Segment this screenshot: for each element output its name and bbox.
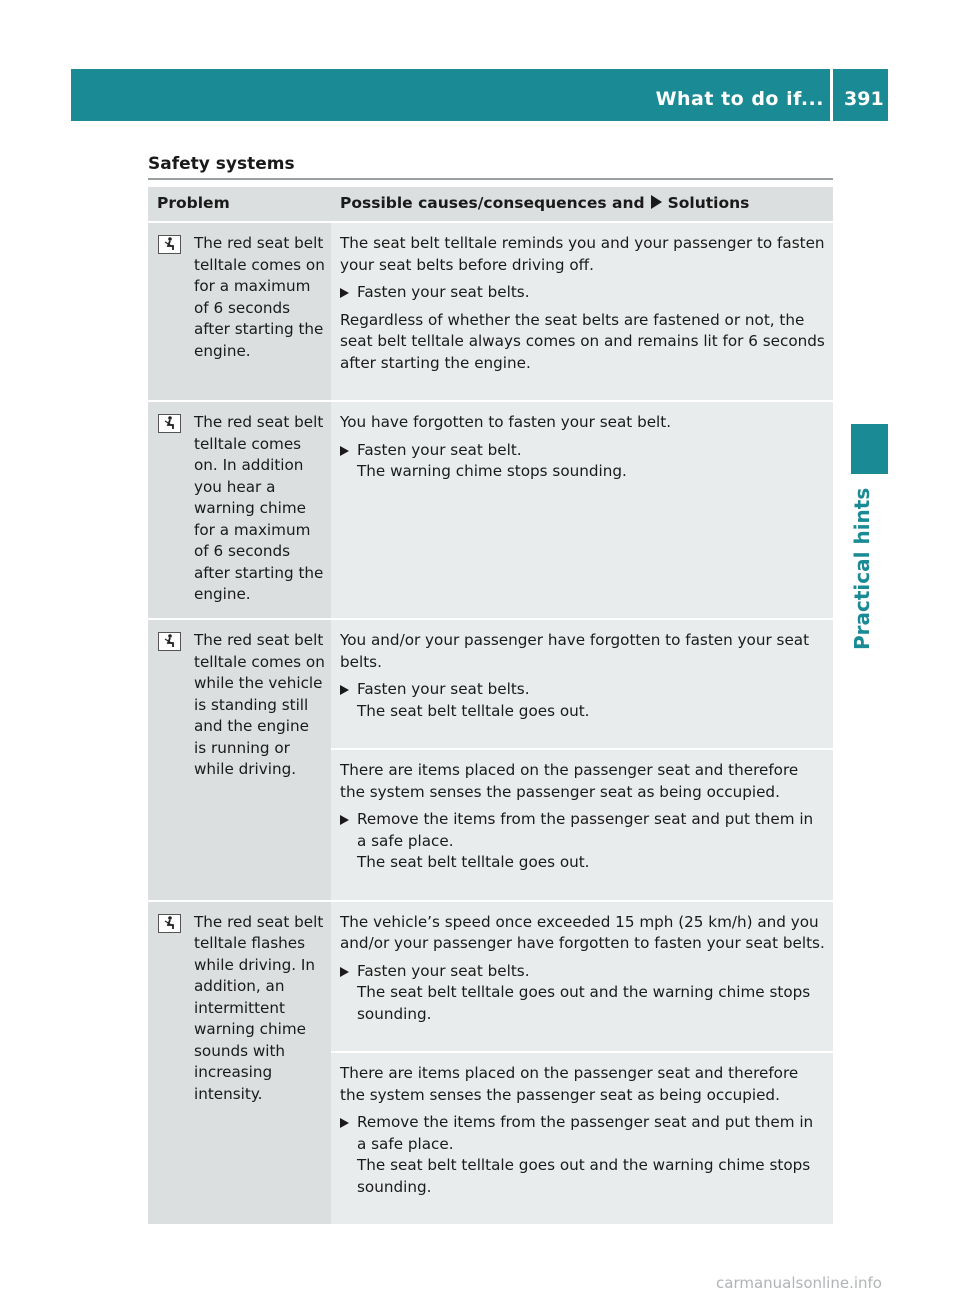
section-divider xyxy=(148,178,833,180)
problem-text: The red seat belt telltale comes on for a maximum of 6 seconds after starting the engine. xyxy=(194,222,331,401)
page-number: 391 xyxy=(844,88,884,110)
solution-step: Fasten your seat belts. The seat belt telltale goes out. xyxy=(340,679,825,722)
seat-belt-icon xyxy=(158,414,181,433)
solution-step: Remove the items from the passenger seat and put them in a safe place. The seat belt telltale goes out and the warning chime stops sounding. xyxy=(340,1112,825,1198)
problem-text: The red seat belt telltale comes on. In addition you hear a warning chime for a maximum of 6 seconds after starting the engine. xyxy=(194,401,331,619)
problem-icon-cell xyxy=(148,901,194,1226)
cause-text: The vehicle’s speed once exceeded 15 mph (25 km/h) and you and/or your passenger have forgotten to fasten your seat belts. xyxy=(340,912,825,952)
solution-cell xyxy=(331,749,833,901)
solution-step: Fasten your seat belts. xyxy=(340,282,825,304)
table-row xyxy=(148,222,833,401)
step-arrow-icon xyxy=(340,446,349,456)
step-arrow-icon xyxy=(340,685,349,695)
result-text: The seat belt telltale goes out. xyxy=(357,853,590,871)
solution-cell xyxy=(331,401,833,619)
cause-text: There are items placed on the passenger seat and therefore the system senses the passenger seat as being occupied. xyxy=(340,1064,799,1104)
side-tab-label: Practical hints xyxy=(850,487,874,650)
side-tab xyxy=(851,424,888,474)
cause-text: There are items placed on the passenger seat and therefore the system senses the passenger seat as being occupied. xyxy=(340,761,799,801)
section-title: Safety systems xyxy=(148,154,295,174)
solution-cell xyxy=(331,1052,833,1225)
result-text: The seat belt telltale goes out and the warning chime stops sounding. xyxy=(357,1156,811,1196)
result-text: The warning chime stops sounding. xyxy=(357,462,627,480)
solution-step: Remove the items from the passenger seat and put them in a safe place. The seat belt telltale goes out. xyxy=(340,809,825,874)
table-row xyxy=(148,401,833,619)
cause-text: You and/or your passenger have forgotten to fasten your seat belts. xyxy=(340,631,810,671)
table-row xyxy=(148,619,833,749)
column-header-problem: Problem xyxy=(148,187,331,222)
cause-text: The seat belt telltale reminds you and your passenger to fasten your seat belts before driving off. xyxy=(340,234,825,274)
seat-belt-icon xyxy=(158,235,181,254)
solution-cell xyxy=(331,222,833,401)
problem-icon-cell xyxy=(148,619,194,901)
seat-belt-icon xyxy=(158,914,181,933)
table-row xyxy=(148,901,833,1053)
watermark: carmanualsonline.info xyxy=(716,1274,882,1292)
problem-icon-cell xyxy=(148,401,194,619)
solution-step: Fasten your seat belt. The warning chime stops sounding. xyxy=(340,440,825,483)
problem-text: The red seat belt telltale flashes while driving. In addition, an intermittent warning chime sounds with increasing intensity. xyxy=(194,901,331,1226)
table-header-row xyxy=(148,187,833,222)
cause-text: You have forgotten to fasten your seat belt. xyxy=(340,413,672,431)
step-arrow-icon xyxy=(340,815,349,825)
problem-text: The red seat belt telltale comes on while the vehicle is standing still and the engine is running or while driving. xyxy=(194,619,331,901)
header-title: What to do if... xyxy=(655,88,824,110)
result-text: The seat belt telltale goes out and the warning chime stops sounding. xyxy=(357,983,811,1023)
result-text: The seat belt telltale goes out. xyxy=(357,701,590,720)
step-arrow-icon xyxy=(340,288,349,298)
header-divider xyxy=(830,69,833,121)
seat-belt-icon xyxy=(158,632,181,651)
column-header-solutions: Possible causes/consequences and Solutions xyxy=(331,187,833,222)
step-arrow-icon xyxy=(340,1118,349,1128)
problem-icon-cell xyxy=(148,222,194,401)
note-text: Regardless of whether the seat belts are fastened or not, the seat belt telltale always comes on and remains lit for 6 seconds after starting the engine. xyxy=(340,310,825,372)
solution-cell xyxy=(331,619,833,749)
solution-step: Fasten your seat belts. The seat belt telltale goes out and the warning chime stops sounding. xyxy=(340,961,825,1026)
step-arrow-icon xyxy=(340,967,349,977)
solution-cell xyxy=(331,901,833,1053)
arrow-icon xyxy=(651,195,662,209)
safety-systems-table xyxy=(148,187,833,1226)
